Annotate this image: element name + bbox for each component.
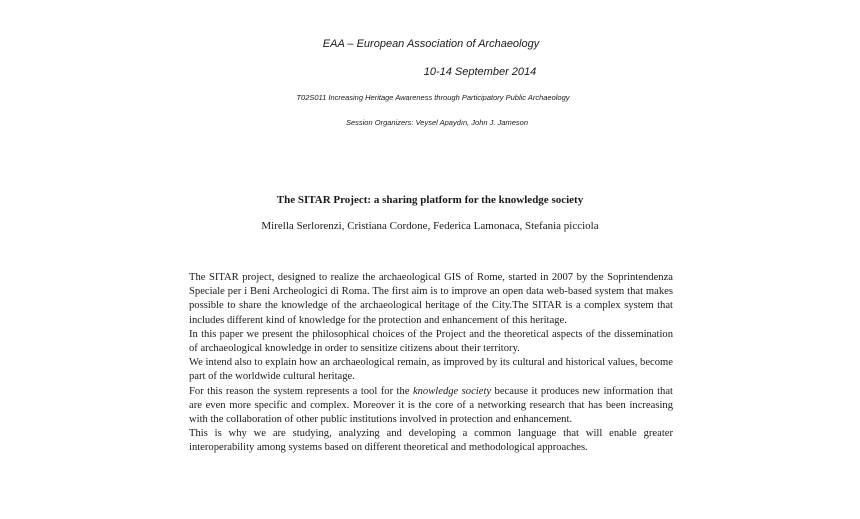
- abstract-paragraph-1: The SITAR project, designed to realize the archaeological GIS of Rome, started in 2007 by the Soprintendenza Speciale per i Beni Archeologici di Roma. The first aim is to improve an open data web-based system that makes possible to share the knowledge of the archaeological heritage of the City.The SITAR is a complex system that includes different kind of knowledge for the protection and enhancement of this heritage.: [189, 272, 673, 326]
- paper-authors: Mirella Serlorenzi, Cristiana Cordone, Federica Lamonaca, Stefania picciola: [261, 220, 599, 232]
- abstract-paragraph-4: [189, 385, 673, 428]
- session-title: T02S011 Increasing Heritage Awareness through Participatory Public Archaeology: [296, 93, 570, 102]
- abstract-paragraph-4-start: For this reason the system represents a tool for the: [189, 385, 413, 397]
- knowledge-society-emphasis: knowledge society: [412, 385, 492, 397]
- session-organizers: Session Organizers: Veysel Apaydın, John J. Jameson: [345, 118, 529, 127]
- paper-title: The SITAR Project: a sharing platform for the knowledge society: [276, 194, 584, 206]
- abstract-paragraph-4-end: because it produces new information that are even more specific and complex. Moreover it is the core of a networking research that has been increasing with the collaboration of other public institutions involved in protection and enhancement.: [189, 385, 673, 426]
- conference-name: EAA – European Association of Archaeology: [322, 38, 540, 50]
- abstract-paragraph-5: This is why we are studying, analyzing and developing a common language that will enable greater interoperability among systems based on different theoretical and methodological approaches.: [189, 428, 673, 454]
- conference-date: 10-14 September 2014: [423, 66, 537, 78]
- abstract-paragraph-3: We intend also to explain how an archaeological remain, as improved by its cultural and historical values, become part of the worldwide cultural heritage.: [189, 357, 673, 383]
- abstract-body: [189, 271, 673, 456]
- abstract-paragraph-2: In this paper we present the philosophical choices of the Project and the theoretical aspects of the dissemination of archaeological knowledge in order to sensitize citizens about their territory.: [189, 328, 673, 355]
